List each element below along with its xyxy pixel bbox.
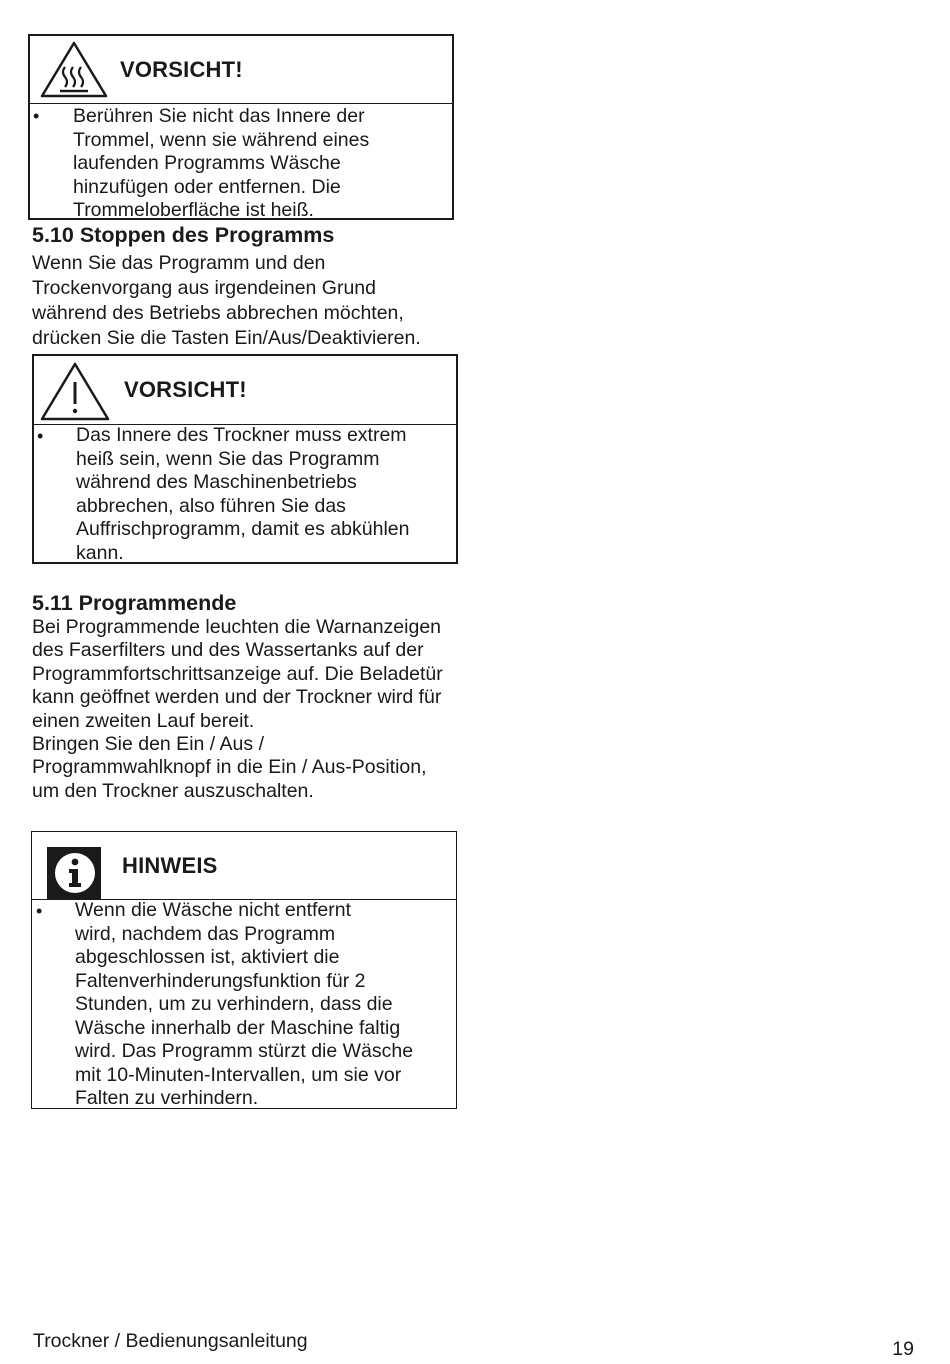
info-icon: [47, 847, 101, 899]
footer-document-title: Trockner / Bedienungsanleitung: [33, 1330, 308, 1352]
caution-title: VORSICHT!: [124, 377, 247, 402]
page-number: 19: [892, 1338, 914, 1360]
section-heading-5-10: 5.10 Stoppen des Programms: [32, 223, 335, 247]
note-title: HINWEIS: [122, 853, 218, 878]
caution-text: Das Innere des Trockner muss extrem heiß sein, wenn Sie das Programm während des Maschinenbetriebs abbrechen, also führen Sie das Auffrischprogramm, damit es abkühlen kann.: [76, 424, 410, 564]
hot-surface-warning-icon: [38, 39, 110, 99]
bullet-point: •: [33, 106, 40, 126]
caution-box-general: [32, 354, 458, 564]
bullet-point: •: [36, 901, 43, 921]
section-5-11-paragraph: Bei Programmende leuchten die Warnanzeigen des Faserfilters und des Wassertanks auf der Programmfortschrittsanzeige auf. Die Beladetür kann geöffnet werden und der Trockner wird für einen zweiten Lauf bereit. Bringen Sie den Ein / Aus / Programmwahlknopf in die Ein / Aus-Position, um den Trockner auszuschalten.: [32, 616, 443, 802]
exclamation-warning-icon: [38, 360, 112, 422]
note-box: [31, 831, 457, 1109]
section-heading-5-11: 5.11 Programmende: [32, 591, 237, 615]
note-text: Wenn die Wäsche nicht entfernt wird, nachdem das Programm abgeschlossen ist, aktiviert die Faltenverhinderungsfunktion für 2 Stunden, um zu verhindern, dass die Wäsche innerhalb der Maschine faltig wird. Das Programm stürzt die Wäsche mit 10-Minuten-Intervallen, um sie vor Falten zu verhindern.: [75, 899, 414, 1109]
caution-box-hot-surface: [28, 34, 454, 220]
bullet-point: •: [37, 426, 44, 446]
section-5-10-paragraph: Wenn Sie das Programm und den Trockenvorgang aus irgendeinen Grund während des Betriebs abbrechen möchten, drücken Sie die Tasten Ein/Aus/Deaktivieren.: [32, 252, 421, 349]
caution-title: VORSICHT!: [120, 57, 243, 82]
caution-text: Berühren Sie nicht das Innere der Trommel, wenn sie während eines laufenden Programms Wäsche hinzufügen oder entfernen. Die Trommeloberfläche ist heiß.: [73, 105, 370, 221]
